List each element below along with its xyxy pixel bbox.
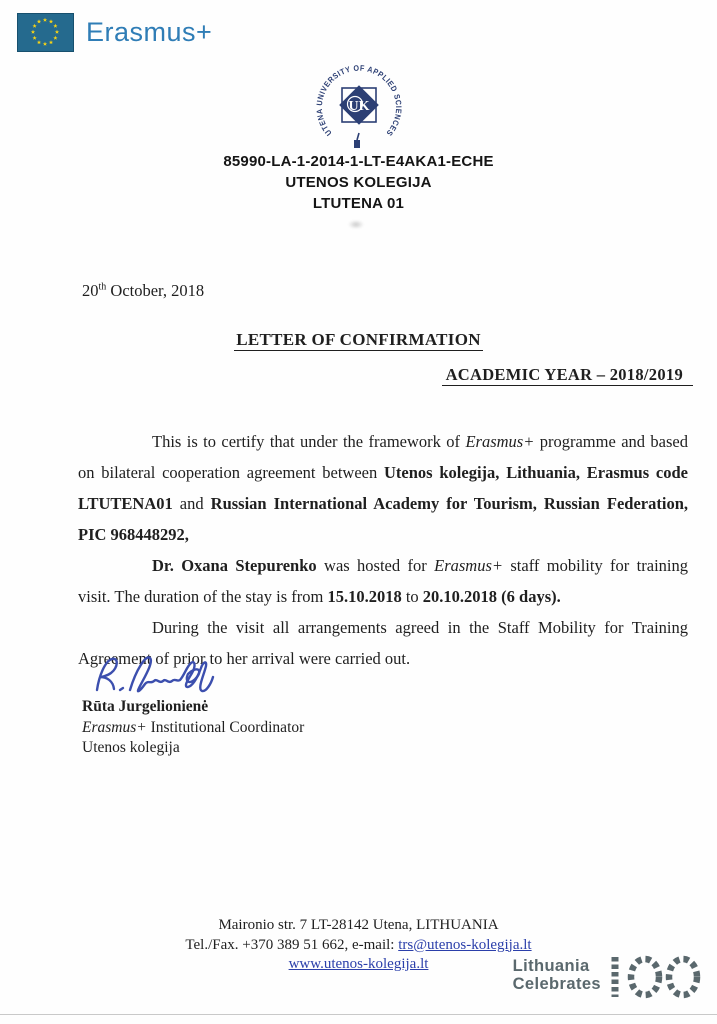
signer-role-rest: Institutional Coordinator	[146, 718, 305, 736]
badge-100-icon	[607, 951, 707, 999]
p1-erasmus-italic: Erasmus+	[465, 432, 535, 451]
email-link[interactable]: trs@utenos-kolegija.lt	[398, 936, 532, 953]
university-seal-icon	[309, 58, 409, 154]
p1-run3: programme and based on bilateral cooperation agreement between	[78, 432, 688, 482]
erasmus-wordmark: Erasmus+	[86, 17, 213, 47]
p2-run2: was hosted for	[316, 556, 435, 575]
footer-address: Maironio str. 7 LT-28142 Utena, LITHUANIA	[218, 917, 499, 933]
letter-date	[82, 281, 204, 301]
lithuania-100-badge	[513, 951, 707, 999]
seal-circular-text: UTENA UNIVERSITY OF APPLIED SCIENCES	[314, 63, 403, 139]
scan-edge-line	[0, 1014, 717, 1015]
website-link[interactable]: www.utenos-kolegija.lt	[288, 956, 429, 972]
signer-name: Rūta Jurgelionienė	[82, 698, 209, 715]
signer-role	[82, 718, 304, 739]
p2-end-date-bold: 20.10.2018 (6 days).	[422, 587, 561, 606]
date-rest: October, 2018	[106, 281, 205, 300]
badge-line1: Lithuania	[512, 957, 590, 975]
letter-title: LETTER OF CONFIRMATION	[236, 330, 481, 349]
signer-block	[82, 697, 304, 759]
header-codes	[0, 151, 717, 214]
erasmus-code: LTUTENA 01	[312, 195, 405, 212]
letter-body	[78, 426, 688, 674]
subtitle-row	[442, 365, 693, 385]
scan-smudge	[348, 220, 364, 229]
p1-run5: and	[172, 494, 211, 513]
paragraph-3: During the visit all arrangements agreed in the Staff Mobility for Training Agreement of prior to her arrival were carried out.	[78, 618, 688, 668]
date-day: 20	[82, 281, 99, 300]
erasmus-logo	[17, 13, 212, 52]
p1-run1: This is to certify that under the framework of	[152, 432, 466, 451]
paragraph-1	[78, 426, 688, 550]
eu-flag-icon	[17, 13, 74, 52]
signer-organization: Utenos kolegija	[82, 739, 180, 756]
p2-run6: to	[401, 587, 423, 606]
badge-line2: Celebrates	[512, 975, 601, 993]
p2-start-date-bold: 15.10.2018	[327, 587, 402, 606]
footer-tel-fax: Tel./Fax. +370 389 51 662, e-mail:	[185, 936, 399, 953]
badge-text	[513, 957, 601, 993]
echec-code: 85990-LA-1-2014-1-LT-E4AKA1-ECHE	[223, 153, 494, 170]
p2-run4: staff mobility for training visit. The duration of the stay is from	[78, 556, 688, 606]
p1-home-institution-bold: Utenos kolegija, Lithuania, Erasmus code LTUTENA01	[78, 463, 688, 513]
p2-person-name-bold: Dr. Oxana Stepurenko	[152, 556, 317, 575]
academic-year: ACADEMIC YEAR – 2018/2019	[442, 365, 693, 386]
university-seal	[309, 58, 409, 159]
signer-role-erasmus-italic: Erasmus+	[82, 718, 147, 736]
p2-erasmus-italic: Erasmus+	[434, 556, 504, 575]
institution-name: UTENOS KOLEGIJA	[285, 174, 432, 191]
p1-host-institution-bold: Russian International Academy for Tourism, Russian Federation, PIC 968448292,	[78, 494, 688, 544]
title-row	[0, 330, 717, 350]
date-ordinal: th	[98, 281, 107, 293]
seal-monogram: UK	[348, 99, 369, 114]
handwritten-signature	[84, 644, 216, 704]
paragraph-2	[78, 550, 688, 612]
